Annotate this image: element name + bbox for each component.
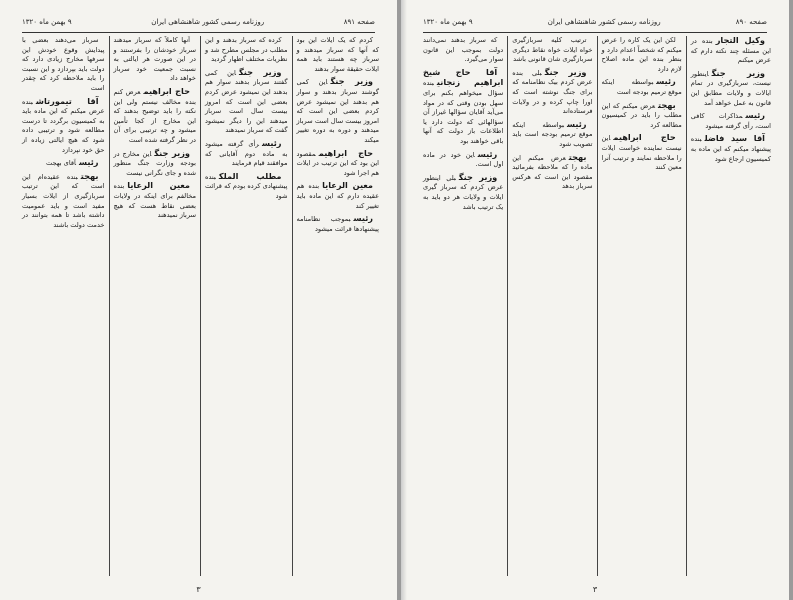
text-column [419,36,507,576]
speaker-name: حاج ابراهیم [143,85,191,96]
page-number: صفحه ۸۹۱ [343,18,375,26]
speech-text: این خود در ماده اول است. [423,150,504,169]
page-footer-number: ۳ [196,585,201,594]
speech-paragraph [205,139,288,169]
speech-paragraph [22,172,105,231]
speech-paragraph [512,68,592,117]
speech-text: بنده پیشنهاد میکنم که این ماده به کمیسیون ارجاع شود [690,135,771,163]
text-column [686,36,775,576]
speaker-name: رئیس [353,213,373,224]
speech-text: آقای بهجت [45,159,77,168]
speech-text: کردم که یک ایلات این بود که آنها که سرباز میدهند و سرباز چه هستند باید همه ایلات حقیقة سوار بدهند [296,36,379,73]
speech-text: بلی بنده عرض کردم بیک نظامنامه که برای جنگ نوشته است که اورا چاپ کرده و در ولایات فرستاده‌اند [512,68,593,116]
speaker-name: رئیس [656,76,676,87]
speech-paragraph [423,150,503,170]
speech-text: بموجب نظامنامه پیشنهادها قرائت میشود [296,215,379,233]
speech-text: سرباز می‌دهند بعضی با پیدایش وقوع خودش این سرفها مخارج زیادی دارد که دولت باید بپردازد و این نسبت را باید ملاحظه کرد که چقدر است [22,36,105,92]
speech-text: عرض میکنم که این مطلب را باید در کمیسیون مطالعه کرد [601,101,682,129]
text-column [200,36,292,576]
speaker-name: رئیس [79,157,99,168]
speech-paragraph [423,68,503,147]
speech-paragraph [512,153,592,192]
speech-paragraph [602,101,682,131]
newspaper-title: روزنامه رسمی کشور شاهنشاهی ایران [151,18,265,26]
issue-date: ۹ بهمن ماه ۱۳۲۰ [22,18,72,26]
speech-paragraph [22,158,105,169]
speech-paragraph [297,214,380,234]
speaker-name: حاج ابراهیم [318,147,373,158]
speech-paragraph [512,36,592,65]
speech-paragraph [512,120,592,150]
text-column [292,36,384,576]
speech-paragraph [602,36,682,74]
speech-text: این کمی گفتند سرباز بدهند سوار هم بدهند این نمیشود عرض کردم بعضی این است که امروز بیست سال است سرباز میدهند این را دیگر نمیشود گفت که سرباز نمیدهند [205,68,288,135]
right-page-header [423,18,767,33]
speech-paragraph [691,111,771,131]
speech-text: آنها کاملاً که سرباز میدهند سرباز خودشان را بفرستند و در این صورت هر ایالتی به نسبت جمعیت خود سرباز خواهد داد [113,36,196,83]
speech-text: بنده عرض میکنم که این ماده باید به کمیسیون برگردد تا درست مطالعه شود و ترتیبی داده شود که هیچ ایالتی زیاده از حق خود نپردازد [22,97,105,154]
speaker-name: وکیل التجار [715,36,765,45]
speech-text: لکن این یک کاره را عرض میکنم که شخصاً اعدام دارد و بنظر بنده این ماده اصلاح لازم دارد [601,36,682,73]
speech-text: بلی اینطور عرض کردم که سرباز گیری ایلات و ولایات هر دو باید به یک ترتیب باشد [423,173,504,211]
speech-paragraph [691,36,771,66]
speech-text: بنده هم عقیده دارم که این ماده باید تغییر کند [296,182,379,210]
speaker-name: وزیر جنگ [711,67,765,78]
speaker-name: بهجت [568,151,587,162]
text-column [109,36,201,576]
speech-paragraph [297,77,380,145]
speaker-name: وزیر جنگ [239,66,282,77]
speech-paragraph [423,173,503,212]
speaker-name: رئیس [567,118,587,129]
left-page-header [22,18,375,33]
speech-paragraph [205,36,288,65]
right-page-columns [419,36,775,576]
speech-text: بواسطه اینکه موقع ترمیم بودجه است باید تصویب شود [512,120,593,148]
speaker-name: مطلب الملک [218,170,282,181]
speech-text: این مخارج در بودجه وزارت جنگ منظور شده و جای نگرانی نیست [113,149,196,177]
speech-text: مذاکرات کافی است، رأی گرفته میشود [690,112,771,130]
speaker-name: رئیس [477,148,498,159]
speech-paragraph [205,172,288,202]
speaker-name: حاج ابراهیم [613,132,676,143]
speech-paragraph [691,69,771,108]
speaker-name: رئیس [262,137,282,148]
speaker-name: رئیس [745,110,765,121]
speech-paragraph [22,97,105,156]
speech-text: بنده پیشنهادی کرده بودم که قرائت شود [205,172,288,200]
speech-paragraph [602,77,682,97]
speech-paragraph [423,36,503,65]
speaker-name: بهجت [658,99,676,110]
speech-paragraph [297,36,380,74]
speech-text: بنده عقیده‌ام این است که این ترتیب سربازگیری از ایلات بسیار مفید است و باید عمومیت داشته باشد تا همه بتوانند در خدمت دولت باشند [22,172,105,229]
speech-text: عرض میکنم این ماده را که ملاحظه بفرمائید مقصود این است که هرکس سرباز بدهد [512,153,593,191]
speaker-name: آقا تیمورتاش [35,95,99,106]
left-page-columns [18,36,383,576]
issue-date: ۹ بهمن ماه ۱۳۲۰ [423,18,473,26]
speaker-name: معین الرعایا [322,180,373,191]
speaker-name: وزیر جنگ [458,171,498,182]
speech-paragraph [297,181,380,211]
speech-text: بنده مخالفم برای اینکه در ولایات بعضی نقاط هست که هیچ سرباز نمیدهند [113,182,196,220]
page-footer-number: ۳ [592,585,598,594]
speech-text: این کمی گوشند سرباز بدهند و سوار هم بدهند این نمیشود عرض کردم بعضی این است که امروز بیست سال است سرباز میدهند و دوره به دوره تغییر میکند [296,78,379,144]
page-number: صفحه ۸۹۰ [735,18,767,26]
speaker-name: وزیر جنگ [544,66,587,77]
speech-paragraph [114,181,197,220]
newspaper-title: روزنامه رسمی کشور شاهنشاهی ایران [547,18,661,26]
speech-paragraph [691,134,771,164]
speech-paragraph [602,133,682,172]
speech-paragraph [22,36,105,94]
speaker-name: بهجت [80,170,99,181]
speech-text: که سرباز بدهند نمی‌دانند دولت بموجب این قانون سوار می‌گیرد. [423,36,504,64]
text-column [597,36,686,576]
speech-paragraph [114,87,197,146]
speech-text: اینطور نیست، سربازگیری در تمام ایالات و ولایات مطابق این قانون به عمل خواهد آمد [690,69,771,107]
speech-paragraph [114,36,197,84]
speech-text: عرض کنم بنده مخالف نیستم ولی این نکته را باید توضیح بدهند که این مخارج از کجا تأمین میشود و چه ترتیبی برای آن در نظر گرفته شده است [113,87,196,144]
speech-text: بنده در این مسئله چند نکته دارم که عرض میکنم [690,37,771,65]
speech-paragraph [205,68,288,136]
speech-paragraph [114,149,197,179]
text-column [18,36,109,576]
speaker-name: وزیر جنگ [154,147,190,158]
speaker-name: آقا حاج شیخ ابراهیم زنجانی [423,66,504,88]
speech-paragraph [297,149,380,179]
text-column [507,36,596,576]
speech-text: مقصود این بود که این ترتیب در ایلات هم اجرا شود [296,149,379,177]
right-newspaper-page [401,0,789,600]
speaker-name: آقا سید فاضل [704,133,765,144]
speaker-name: وزیر جنگ [330,76,373,87]
speech-text: این نیست نماینده خواست ایلات را ملاحظه نمایند و ترتیب آنرا معین کنند [601,134,682,172]
binding-shadow [401,0,407,600]
speech-text: بواسطه اینکه موقع ترمیم بودجه است [601,78,682,96]
speech-text: ترتیب کلیه سربازگیری خواه ایلات خواه نقاط دیگری سربازگیری شان قانونی باشد [512,36,593,64]
speech-text: بنده سؤال میخواهم بکنم برای سهل بودن وقتی که در مواد می‌آید آقایان سؤالها غیراز آن سؤالهائی که دولت دارد یا اطلاعات باز دولت که آنها باقی خواهند بود [423,79,504,145]
speaker-name: معین الرعایا [127,180,190,191]
speech-text: رأی گرفته میشود به ماده دوم آقایانی که موافقند قیام فرمایند [205,139,288,168]
speech-text: کرده که سرباز بدهند و این مطلب در مجلس مطرح شد و نظریات مختلف اظهار گردید [205,36,288,64]
